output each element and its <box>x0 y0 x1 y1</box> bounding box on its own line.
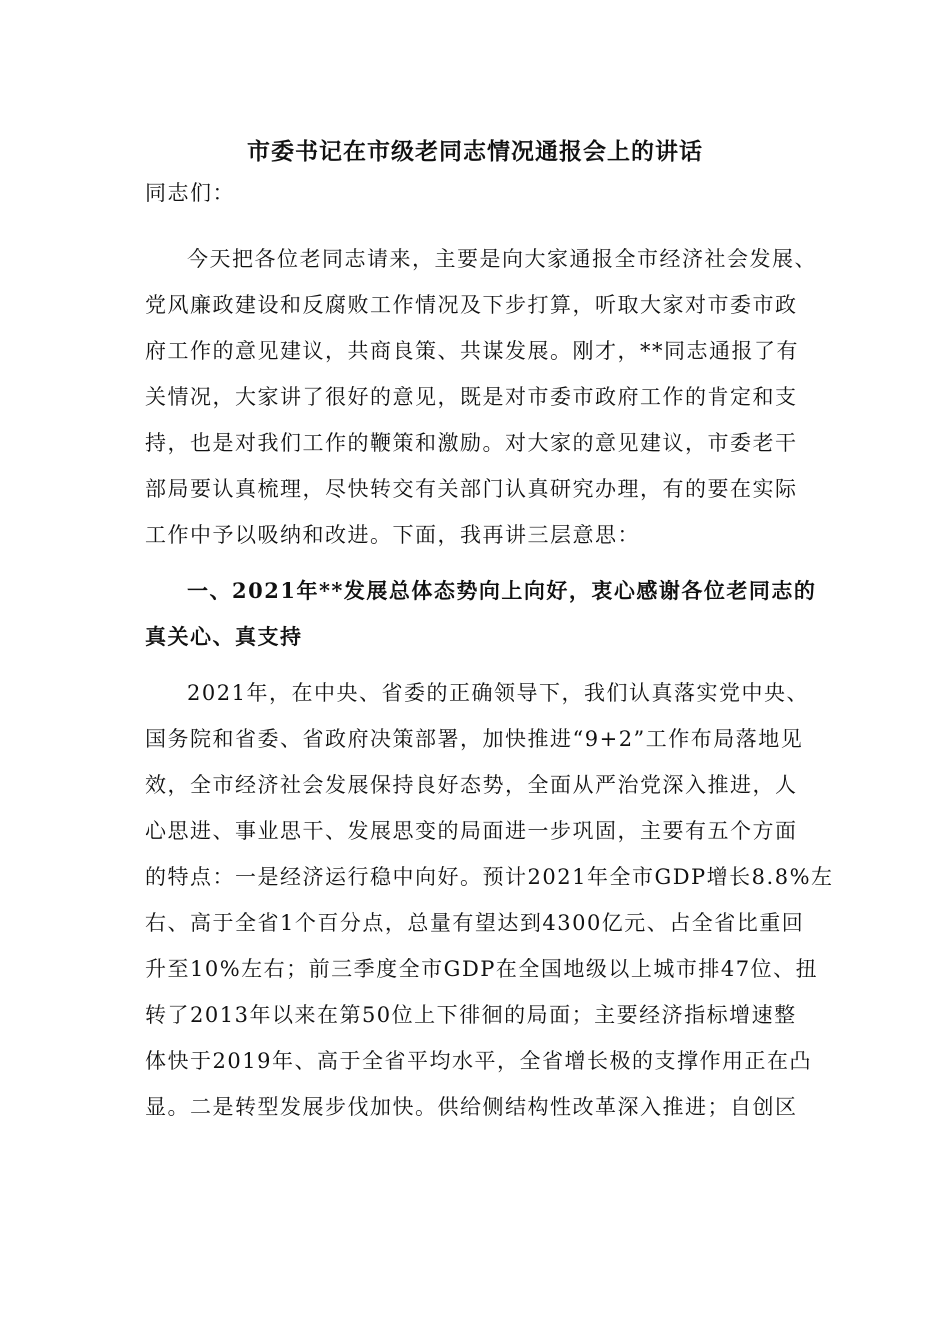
paragraph-line: 的特点：一是经济运行稳中向好。预计2021年全市GDP增长8.8%左 <box>145 865 834 889</box>
paragraph-line: 国务院和省委、省政府决策部署，加快推进“9+2”工作布局落地见 <box>145 727 804 751</box>
spacer <box>145 558 835 568</box>
paragraph-1 <box>145 236 835 558</box>
document-body <box>145 170 835 1130</box>
spacer <box>145 660 835 670</box>
section-heading-1 <box>145 568 835 660</box>
paragraph-line: 党风廉政建设和反腐败工作情况及下步打算，听取大家对市委市政 <box>145 293 798 317</box>
paragraph-line: 今天把各位老同志请来，主要是向大家通报全市经济社会发展、 <box>187 247 817 271</box>
paragraph-line: 2021年，在中央、省委的正确领导下，我们认真落实党中央、 <box>187 681 809 705</box>
paragraph-line: 心思进、事业思干、发展思变的局面进一步巩固，主要有五个方面 <box>145 819 798 843</box>
paragraph-line: 显。二是转型发展步伐加快。供给侧结构性改革深入推进；自创区 <box>145 1095 798 1119</box>
paragraph-line: 部局要认真梳理，尽快转交有关部门认真研究办理，有的要在实际 <box>145 477 798 501</box>
document-title: 市委书记在市级老同志情况通报会上的讲话 <box>247 138 703 165</box>
spacer <box>145 216 835 236</box>
paragraph-line: 持，也是对我们工作的鞭策和激励。对大家的意见建议，市委老干 <box>145 431 798 455</box>
paragraph-2 <box>145 670 835 1130</box>
heading-line: 真关心、真支持 <box>145 624 303 649</box>
paragraph-line: 效，全市经济社会发展保持良好态势，全面从严治党深入推进，人 <box>145 773 798 797</box>
paragraph-line: 体快于2019年、高于全省平均水平，全省增长极的支撑作用正在凸 <box>145 1049 812 1073</box>
paragraph-line: 关情况，大家讲了很好的意见，既是对市委市政府工作的肯定和支 <box>145 385 798 409</box>
paragraph-line: 工作中予以吸纳和改进。下面，我再讲三层意思： <box>145 523 640 547</box>
salutation: 同志们： <box>145 181 235 205</box>
paragraph-line: 府工作的意见建议，共商良策、共谋发展。刚才，**同志通报了有 <box>145 339 799 363</box>
heading-line: 一、2021年**发展总体态势向上向好，衷心感谢各位老同志的 <box>187 578 817 603</box>
paragraph-line: 右、高于全省1个百分点，总量有望达到4300亿元、占全省比重回 <box>145 911 805 935</box>
paragraph-line: 转了2013年以来在第50位上下徘徊的局面；主要经济指标增速整 <box>145 1003 797 1027</box>
paragraph-line: 升至10%左右；前三季度全市GDP在全国地级以上城市排47位、扭 <box>145 957 819 981</box>
